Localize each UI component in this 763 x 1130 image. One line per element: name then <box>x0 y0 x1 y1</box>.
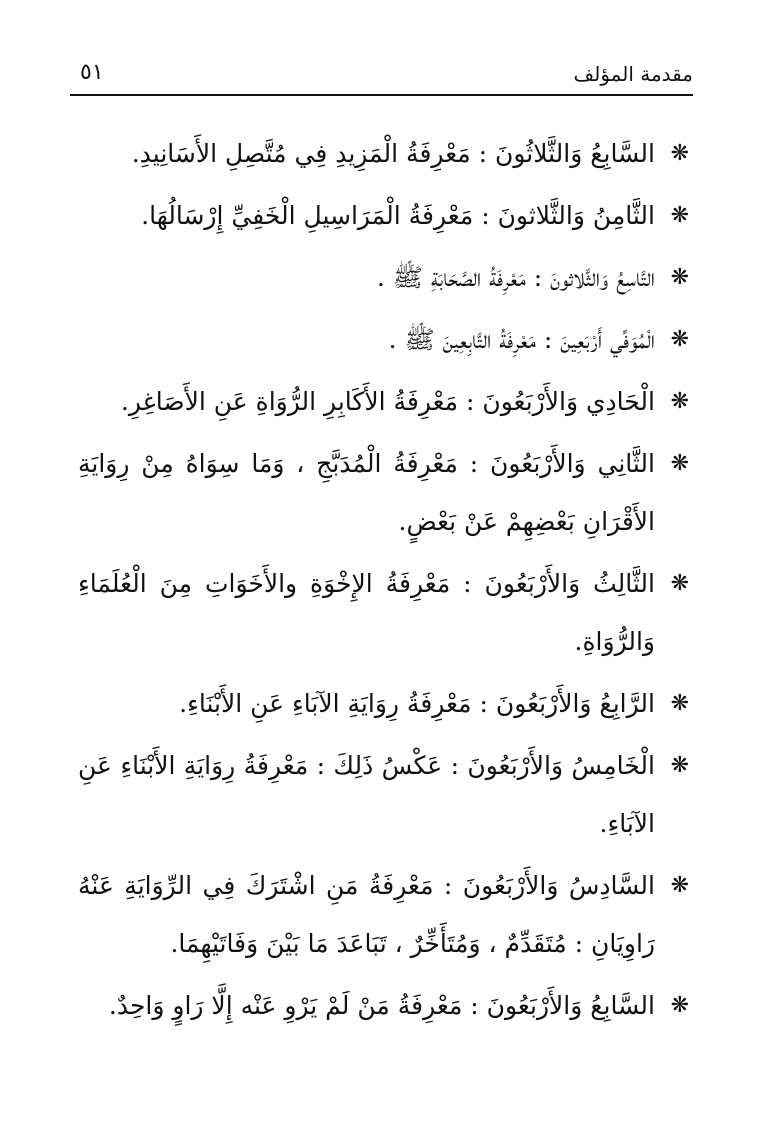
content-list <box>78 125 689 1039</box>
entry-text: الْمُوَفِّي أَرْبَعِينَ : مَعْرِفَةُ التَّابِعِينَ ﷺ . <box>388 325 655 354</box>
bullet-star-icon: ❋ <box>670 571 689 596</box>
list-item <box>78 435 689 551</box>
list-item <box>78 555 689 671</box>
bullet-star-icon: ❋ <box>670 753 689 778</box>
list-item <box>78 675 689 733</box>
entry-text: السَّابِعُ وَالأَرْبَعُونَ : مَعْرِفَةُ مَنْ لَمْ يَرْوِ عَنْه إِلَّا رَاوٍ وَاحِدٌ. <box>108 991 655 1020</box>
entry-text: الثَّامِنُ وَالثَّلاثونَ : مَعْرِفَةُ الْمَرَاسِيلِ الْخَفِيِّ إِرْسَالُهَا. <box>141 201 655 230</box>
bullet-star-icon: ❋ <box>670 389 689 414</box>
bullet-star-icon: ❋ <box>670 141 689 166</box>
entry-text: الرَّابِعُ وَالأَرْبَعُونَ : مَعْرِفَةُ رِوَايَةِ الآبَاءِ عَنِ الأَبْنَاءِ. <box>179 689 655 718</box>
list-item <box>78 977 689 1035</box>
entry-text: الْحَادِي وَالأَرْبَعُونَ : مَعْرِفَةُ الأَكَابِرِ الرُّوَاةِ عَنِ الأَصَاغِرِ. <box>120 387 655 416</box>
page-header <box>70 58 693 96</box>
list-item <box>78 249 689 307</box>
list-item <box>78 311 689 369</box>
bullet-star-icon: ❋ <box>670 691 689 716</box>
list-item <box>78 125 689 183</box>
list-item <box>78 187 689 245</box>
list-item <box>78 857 689 973</box>
entry-text: السَّابِعُ وَالثَّلاثُونَ : مَعْرِفَةُ الْمَزِيدِ فِي مُتَّصِلِ الأَسَانِيدِ. <box>131 139 655 168</box>
list-item <box>78 737 689 853</box>
bullet-star-icon: ❋ <box>670 873 689 898</box>
page-number: ٥١ <box>80 60 104 85</box>
bullet-star-icon: ❋ <box>670 451 689 476</box>
bullet-star-icon: ❋ <box>670 203 689 228</box>
chapter-title: مقدمة المؤلف <box>573 62 693 86</box>
bullet-star-icon: ❋ <box>670 993 689 1018</box>
entry-text: الْخَامِسُ وَالأَرْبَعُونَ : عَكْسُ ذَلِكَ : مَعْرِفَةُ رِوَايَةِ الأَبْنَاءِ عَنِ الآبَاءِ. <box>78 751 655 838</box>
bullet-star-icon: ❋ <box>670 265 689 290</box>
entry-text: الثَّالِثُ وَالأَرْبَعُونَ : مَعْرِفَةُ الإِخْوَةِ والأَخَوَاتِ مِنَ الْعُلَمَاءِ وَالرُّوَاةِ. <box>78 569 655 656</box>
entry-text: الثَّانِي وَالأَرْبَعُونَ : مَعْرِفَةُ الْمُدَبَّجِ ، وَمَا سِوَاهُ مِنْ رِوَايَةِ الأَقْرَانِ بَعْضِهِمْ عَنْ بَعْضٍ. <box>78 449 655 536</box>
bullet-star-icon: ❋ <box>670 327 689 352</box>
entry-text: التَّاسِعُ وَالثَّلاثونَ : مَعْرِفَةُ الصَّحَابَةِ ﷺ . <box>376 263 655 292</box>
list-item <box>78 373 689 431</box>
entry-text: السَّادِسُ وَالأَرْبَعُونَ : مَعْرِفَةُ مَنِ اشْتَرَكَ فِي الرِّوَايَةِ عَنْهُ رَاوِيَانِ : مُتَقَدِّمٌ ، وَمُتَأَخِّرٌ ، تَبَاعَدَ مَا بَيْنَ وَفَاتَيْهِمَا. <box>78 871 655 958</box>
